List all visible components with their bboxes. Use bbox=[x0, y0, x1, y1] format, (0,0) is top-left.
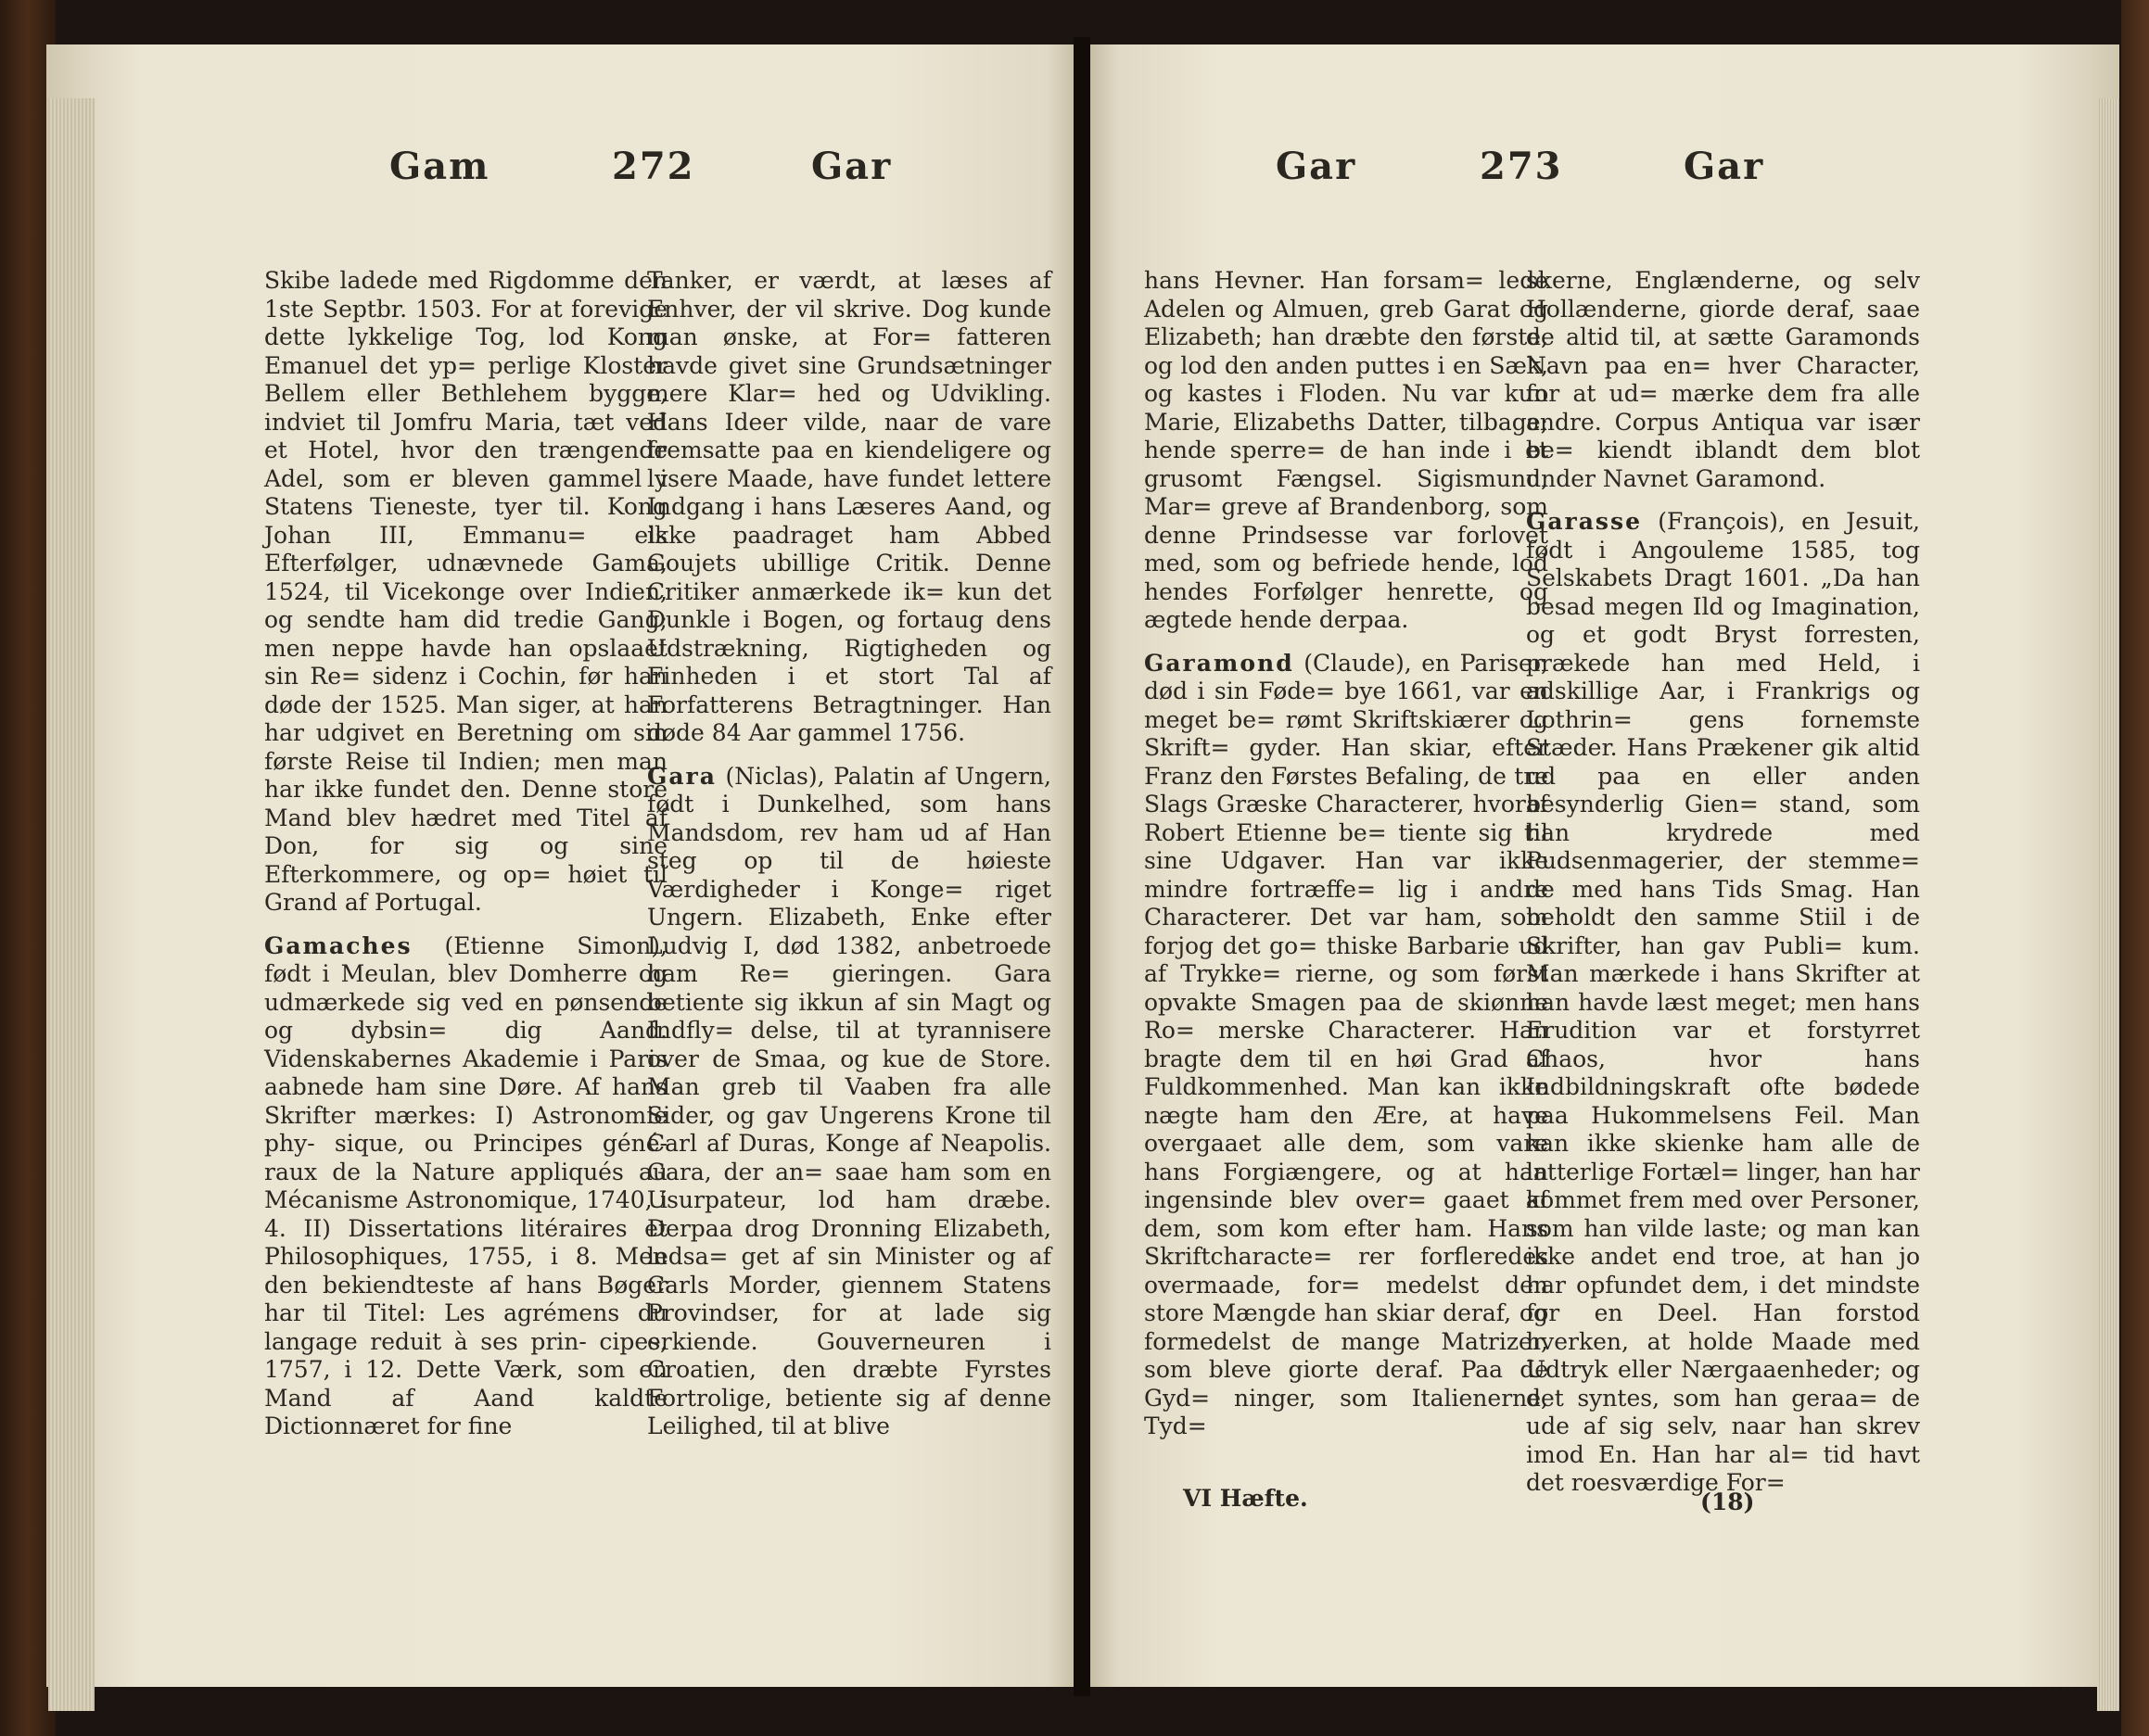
paragraph: Garamond (Claude), en Pariser, død i sin Føde= bye 1661, var en meget be= rømt Skriftskiærer og Skrift= gyder. Han skiar, efter Franz den Førstes Befaling, de tre Slags Græske Characterer, hvoraf Robert Etienne be= tiente sig til sine Udgaver. Han var ikke mindre fortræffe= lig i andre Characterer. Det var ham, som forjog det go= thiske Barbarie ud af Trykke= rierne, og som først opvakte Smagen paa de skiønne Ro= merske Characterer. Han bragte dem til en høi Grad af Fuldkommenhed. Man kan ikke nægte ham den Ære, at have overgaaet alle dem, som vare hans Forgiængere, og at han ingensinde blev over= gaaet af dem, som kom efter ham. Hans Skriftcharacte= rer forfleredes overmaade, for= medelst den store Mængde han skiar deraf, og formedelst de mange Matrizer, som bleve giorte deraf. Paa de Gyd= ninger, som Italienerne, Tyd= bbox=[1144, 649, 1548, 1439]
right-header-right: Gar bbox=[1684, 145, 1765, 188]
left-column-1 bbox=[264, 267, 668, 1441]
gathering-number: (18) bbox=[1700, 1489, 1755, 1515]
entry-headword: Gara bbox=[647, 762, 717, 790]
entry-headword: Garasse bbox=[1526, 508, 1642, 535]
book-cover-right bbox=[2121, 0, 2149, 1736]
paragraph: Garasse (François), en Jesuit, født i Angouleme 1585, tog Selskabets Dragt 1601. „Da han besad megen Ild og Imagination, og et godt Bryst forresten, prækede han med Held, i adskillige Aar, i Frankrigs og Lothrin= gens fornemste Stæder. Hans Prækener gik altid ud paa en eller anden besynderlig Gien= stand, som han krydrede med Pudsenmagerier, der stemme= de med hans Tids Smag. Han beholdt den samme Stiil i de Skrifter, han gav Publi= kum. Man mærkede i hans Skrifter at han havde læst meget; men hans Erudition var et forstyrret Chaos, hvor hans Indbildningskraft ofte bødede paa Hukommelsens Feil. Man kan ikke skienke ham alle de latterlige Fortæl= linger, han har kommet frem med over Personer, som han vilde laste; og man kan ikke andet end troe, at han jo har opfundet dem, i det mindste for en Deel. Han forstod hverken, at holde Maade med Udtryk eller Nærgaaenheder; og det syntes, som han geraa= de ude af sig selv, naar han skrev imod En. Han har al= tid havt det roesværdige For= bbox=[1526, 508, 1920, 1496]
paragraph: Skibe ladede med Rigdomme den 1ste Septbr. 1503. For at forevige dette lykkelige Tog, lod Kong Emanuel det yp= perlige Kloster Bellem eller Bethlehem bygge, indviet til Jomfru Maria, tæt ved et Hotel, hvor den trængende Adel, som er bleven gammel i Statens Tieneste, tyer til. Kong Johan III, Emmanu= els Efterfølger, udnævnede Gama, 1524, til Vicekonge over Indien, og sendte ham did tredie Gang; men neppe havde han opslaaet sin Re= sidenz i Cochin, før han døde der 1525. Man siger, at han har udgivet en Beretning om sin første Reise til Indien; men man har ikke fundet den. Denne store Mand blev hædret med Titel af Don, for sig og sine Efterkommere, og op= høiet til Grand af Portugal. bbox=[264, 267, 668, 916]
right-page bbox=[1090, 44, 2119, 1687]
paragraph: Gamaches (Etienne Simon), født i Meulan, blev Domherre og udmærkede sig ved en pønsende og dybsin= dig Aand. Videnskabernes Akademie i Paris aabnede ham sine Døre. Af hans Skrifter mærkes: I) Astronomie phy- sique, ou Principes géné- raux de la Nature appliqués au Mécanisme Astronomique, 1740, i 4. II) Dissertations litéraires et Philosophiques, 1755, i 8. Men den bekiendteste af hans Bøger har til Titel: Les agrémens du langage reduit à ses prin- cipes, 1757, i 12. Dette Værk, som en Mand af Aand kaldte Dictionnæret for fine bbox=[264, 931, 668, 1439]
left-page-number: 272 bbox=[612, 145, 695, 188]
right-header-left: Gar bbox=[1276, 145, 1357, 188]
left-page bbox=[46, 44, 1074, 1687]
left-header-left: Gam bbox=[389, 145, 490, 188]
entry-headword: Garamond bbox=[1144, 649, 1294, 677]
left-header-right: Gar bbox=[811, 145, 893, 188]
right-column-1 bbox=[1144, 267, 1548, 1441]
paragraph: Gara (Niclas), Palatin af Ungern, født i Dunkelhed, som hans Mandsdom, rev ham ud af Han steg op til de høieste Værdigheder i Konge= riget Ungern. Elizabeth, Enke efter Ludvig I, død 1382, anbetroede ham Re= gieringen. Gara betiente sig ikkun af sin Magt og Indfly= delse, til at tyrannisere over de Smaa, og kue de Store. Man greb til Vaaben fra alle Sider, og gav Ungerens Krone til Carl af Duras, Konge af Neapolis. Gara, der an= saae ham som en Usurpateur, lod ham dræbe. Derpaa drog Dronning Elizabeth, ledsa= get af sin Minister og af Carls Morder, giennem Statens Provindser, for at lade sig erkiende. Gouverneuren i Croatien, den dræbte Fyrstes Fortrolige, betiente sig af denne Leilighed, til at blive bbox=[647, 762, 1051, 1439]
entry-headword: Gamaches bbox=[264, 931, 413, 959]
right-page-edge bbox=[2097, 98, 2119, 1711]
left-page-edge bbox=[48, 98, 95, 1711]
right-column-2 bbox=[1526, 267, 1920, 1498]
left-column-2 bbox=[647, 267, 1051, 1441]
right-page-number: 273 bbox=[1480, 145, 1563, 188]
book-gutter bbox=[1074, 37, 1090, 1696]
paragraph: hans Hevner. Han forsam= lede Adelen og Almuen, greb Garat og Elizabeth; han dræbte den første, og lod den anden puttes i en Sæk, og kastes i Floden. Nu var kun Marie, Elizabeths Datter, tilbage; hende sperre= de han inde i et grusomt Fængsel. Sigismund, Mar= greve af Brandenborg, som denne Prindsesse var forlovet med, som og befriede hende, lod hendes Forfølger henrette, og ægtede hende derpaa. bbox=[1144, 267, 1548, 633]
paragraph: Tanker, er værdt, at læses af Enhver, der vil skrive. Dog kunde man ønske, at For= fatteren havde givet sine Grundsætninger mere Klar= hed og Udvikling. Hans Ideer vilde, naar de vare fremsatte paa en kiendeligere og lysere Maade, have fundet lettere Indgang i hans Læseres Aand, og ikke paadraget ham Abbed Goujets ubillige Critik. Denne Critiker anmærkede ik= kun det Dunkle i Bogen, og fortaug dens Udstrækning, Rigtigheden og Finheden i et stort Tal af Forfatterens Betragtninger. Han døde 84 Aar gammel 1756. bbox=[647, 267, 1051, 746]
paragraph: skerne, Englænderne, og selv Hollænderne, giorde deraf, saae de altid til, at sætte Garamonds Navn paa en= hver Character, for at ud= mærke dem fra alle andre. Corpus Antiqua var især be= kiendt iblandt dem blot under Navnet Garamond. bbox=[1526, 267, 1920, 492]
signature-mark: VI Hæfte. bbox=[1183, 1485, 1308, 1512]
